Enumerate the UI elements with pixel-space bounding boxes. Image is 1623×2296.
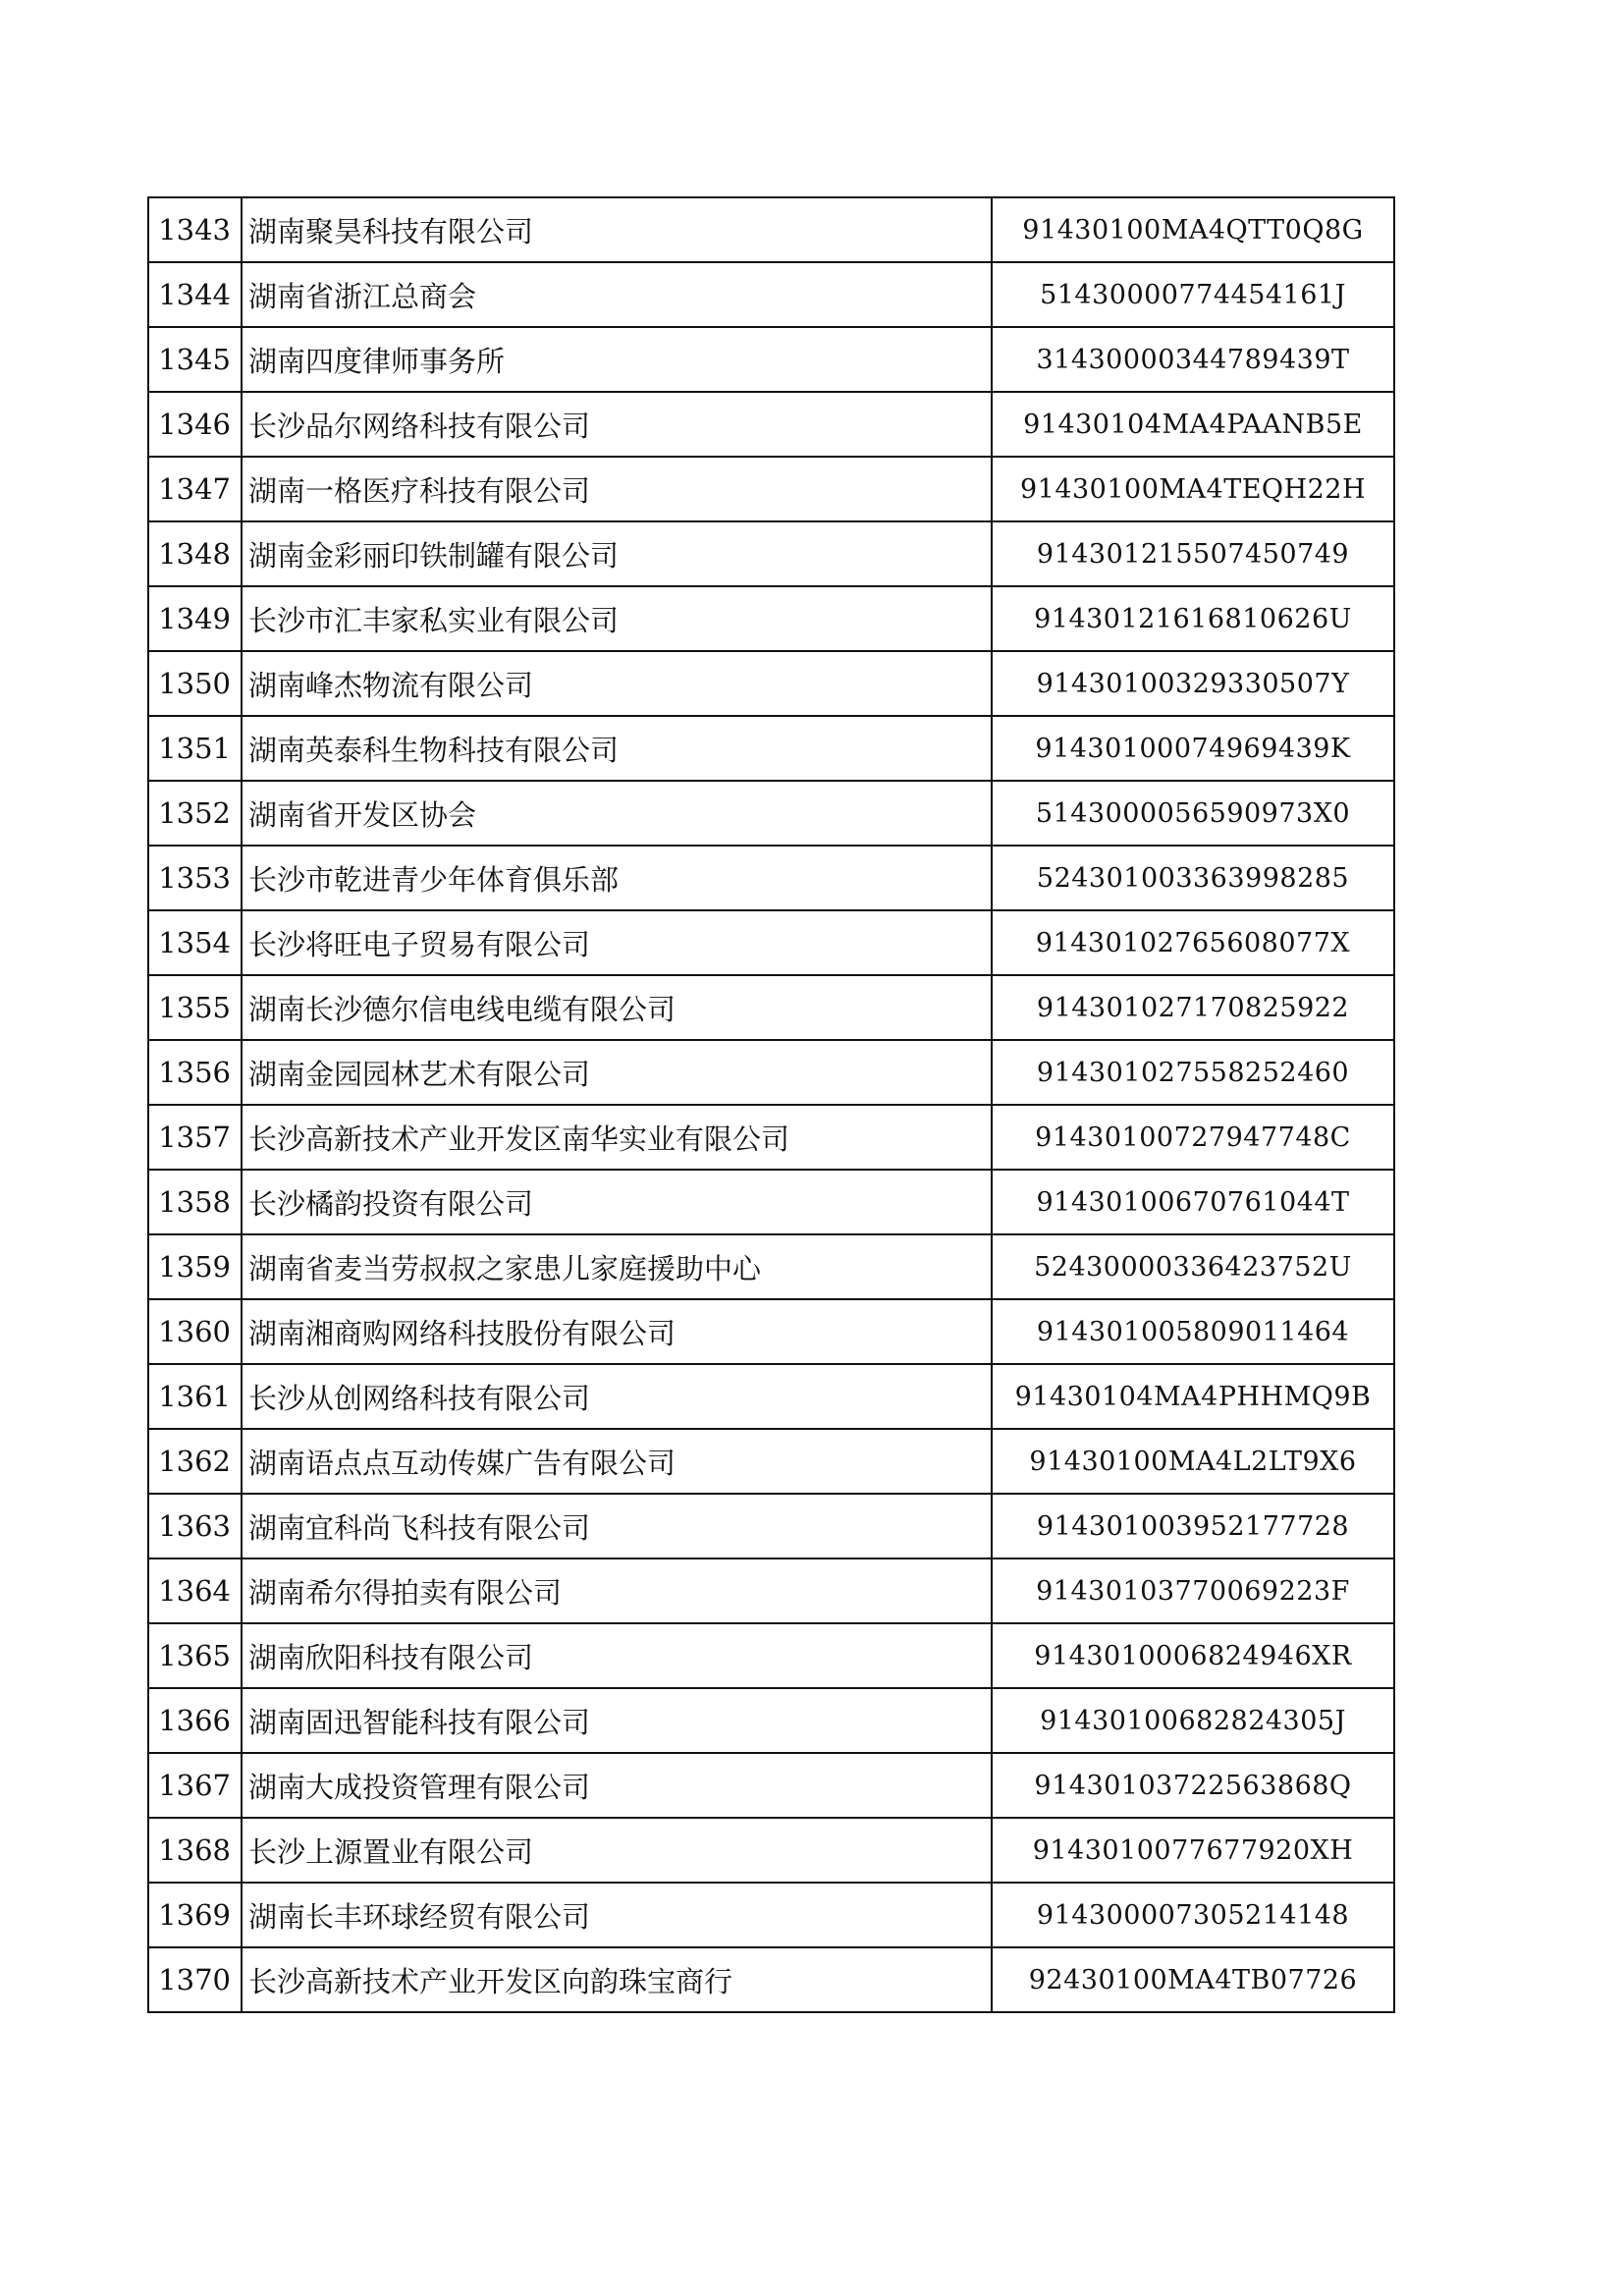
row-number: 1368 [148, 1818, 242, 1883]
row-number: 1345 [148, 327, 242, 392]
table-row [148, 1494, 1394, 1558]
table-row [148, 781, 1394, 846]
credit-code: 91430100670761044T [992, 1170, 1394, 1234]
table-row [148, 1753, 1394, 1818]
organization-name: 长沙从创网络科技有限公司 [242, 1364, 992, 1429]
row-number: 1357 [148, 1105, 242, 1170]
credit-code: 91430100MA4L2LT9X6 [992, 1429, 1394, 1494]
credit-code: 914301003952177728 [992, 1494, 1394, 1558]
credit-code: 914301005809011464 [992, 1299, 1394, 1364]
credit-code: 52430000336423752U [992, 1234, 1394, 1299]
credit-code: 914301027170825922 [992, 975, 1394, 1040]
table-row [148, 1558, 1394, 1623]
organization-name: 长沙上源置业有限公司 [242, 1818, 992, 1883]
organization-name: 湖南希尔得拍卖有限公司 [242, 1558, 992, 1623]
row-number: 1365 [148, 1623, 242, 1688]
credit-code: 91430100727947748C [992, 1105, 1394, 1170]
credit-code: 914301027558252460 [992, 1040, 1394, 1105]
credit-code: 91430100074969439K [992, 716, 1394, 781]
organization-name: 湖南语点点互动传媒广告有限公司 [242, 1429, 992, 1494]
table-row [148, 1429, 1394, 1494]
row-number: 1363 [148, 1494, 242, 1558]
row-number: 1359 [148, 1234, 242, 1299]
credit-code: 9143010006824946XR [992, 1623, 1394, 1688]
table-row [148, 327, 1394, 392]
row-number: 1367 [148, 1753, 242, 1818]
organization-name: 长沙将旺电子贸易有限公司 [242, 910, 992, 975]
table-row [148, 586, 1394, 651]
row-number: 1348 [148, 521, 242, 586]
credit-code: 91430100682824305J [992, 1688, 1394, 1753]
credit-code: 5143000056590973X0 [992, 781, 1394, 846]
credit-code: 9143010077677920XH [992, 1818, 1394, 1883]
table-row [148, 1623, 1394, 1688]
table-row [148, 975, 1394, 1040]
row-number: 1354 [148, 910, 242, 975]
credit-code: 91430104MA4PHHMQ9B [992, 1364, 1394, 1429]
table-row [148, 392, 1394, 457]
organization-name: 湖南省浙江总商会 [242, 262, 992, 327]
table-row [148, 716, 1394, 781]
table-row [148, 262, 1394, 327]
organization-name: 湖南固迅智能科技有限公司 [242, 1688, 992, 1753]
credit-code: 91430103722563868Q [992, 1753, 1394, 1818]
organization-name: 长沙市汇丰家私实业有限公司 [242, 586, 992, 651]
organization-name: 湖南宜科尚飞科技有限公司 [242, 1494, 992, 1558]
organization-name: 长沙市乾进青少年体育俱乐部 [242, 846, 992, 910]
organization-name: 湖南长沙德尔信电线电缆有限公司 [242, 975, 992, 1040]
credit-code: 31430000344789439T [992, 327, 1394, 392]
row-number: 1347 [148, 457, 242, 521]
table-row [148, 197, 1394, 262]
credit-code: 91430102765608077X [992, 910, 1394, 975]
row-number: 1355 [148, 975, 242, 1040]
row-number: 1343 [148, 197, 242, 262]
credit-code: 91430100MA4QTT0Q8G [992, 197, 1394, 262]
organization-name: 长沙高新技术产业开发区向韵珠宝商行 [242, 1947, 992, 2012]
credit-code: 524301003363998285 [992, 846, 1394, 910]
organization-name: 湖南省开发区协会 [242, 781, 992, 846]
organization-name: 湖南金彩丽印铁制罐有限公司 [242, 521, 992, 586]
table-row [148, 1883, 1394, 1947]
row-number: 1353 [148, 846, 242, 910]
row-number: 1356 [148, 1040, 242, 1105]
table-row [148, 1818, 1394, 1883]
organization-name: 湖南四度律师事务所 [242, 327, 992, 392]
credit-code: 51430000774454161J [992, 262, 1394, 327]
row-number: 1366 [148, 1688, 242, 1753]
credit-code: 91430121616810626U [992, 586, 1394, 651]
table-row [148, 1688, 1394, 1753]
row-number: 1358 [148, 1170, 242, 1234]
organization-name: 湖南湘商购网络科技股份有限公司 [242, 1299, 992, 1364]
credit-code: 92430100MA4TB07726 [992, 1947, 1394, 2012]
table-row [148, 910, 1394, 975]
organization-name: 长沙橘韵投资有限公司 [242, 1170, 992, 1234]
row-number: 1364 [148, 1558, 242, 1623]
table-row [148, 1947, 1394, 2012]
organization-name: 湖南聚昊科技有限公司 [242, 197, 992, 262]
organization-name: 长沙品尔网络科技有限公司 [242, 392, 992, 457]
table-row [148, 1299, 1394, 1364]
table-row [148, 651, 1394, 716]
table-row [148, 521, 1394, 586]
table-row [148, 1105, 1394, 1170]
row-number: 1351 [148, 716, 242, 781]
row-number: 1370 [148, 1947, 242, 2012]
credit-code: 91430104MA4PAANB5E [992, 392, 1394, 457]
table-row [148, 1364, 1394, 1429]
organization-name: 湖南一格医疗科技有限公司 [242, 457, 992, 521]
row-number: 1369 [148, 1883, 242, 1947]
row-number: 1344 [148, 262, 242, 327]
row-number: 1350 [148, 651, 242, 716]
table-row [148, 1170, 1394, 1234]
organization-name: 湖南省麦当劳叔叔之家患儿家庭援助中心 [242, 1234, 992, 1299]
organization-name: 湖南欣阳科技有限公司 [242, 1623, 992, 1688]
organization-name: 湖南长丰环球经贸有限公司 [242, 1883, 992, 1947]
credit-code: 914301215507450749 [992, 521, 1394, 586]
table-row [148, 1040, 1394, 1105]
row-number: 1362 [148, 1429, 242, 1494]
row-number: 1361 [148, 1364, 242, 1429]
registry-table-body [148, 197, 1394, 2012]
registry-table [147, 196, 1395, 2013]
row-number: 1349 [148, 586, 242, 651]
credit-code: 91430100MA4TEQH22H [992, 457, 1394, 521]
table-row [148, 457, 1394, 521]
row-number: 1352 [148, 781, 242, 846]
organization-name: 湖南金园园林艺术有限公司 [242, 1040, 992, 1105]
organization-name: 湖南英泰科生物科技有限公司 [242, 716, 992, 781]
row-number: 1346 [148, 392, 242, 457]
credit-code: 914300007305214148 [992, 1883, 1394, 1947]
table-row [148, 1234, 1394, 1299]
organization-name: 湖南峰杰物流有限公司 [242, 651, 992, 716]
organization-name: 湖南大成投资管理有限公司 [242, 1753, 992, 1818]
table-row [148, 846, 1394, 910]
organization-name: 长沙高新技术产业开发区南华实业有限公司 [242, 1105, 992, 1170]
row-number: 1360 [148, 1299, 242, 1364]
credit-code: 91430103770069223F [992, 1558, 1394, 1623]
credit-code: 91430100329330507Y [992, 651, 1394, 716]
